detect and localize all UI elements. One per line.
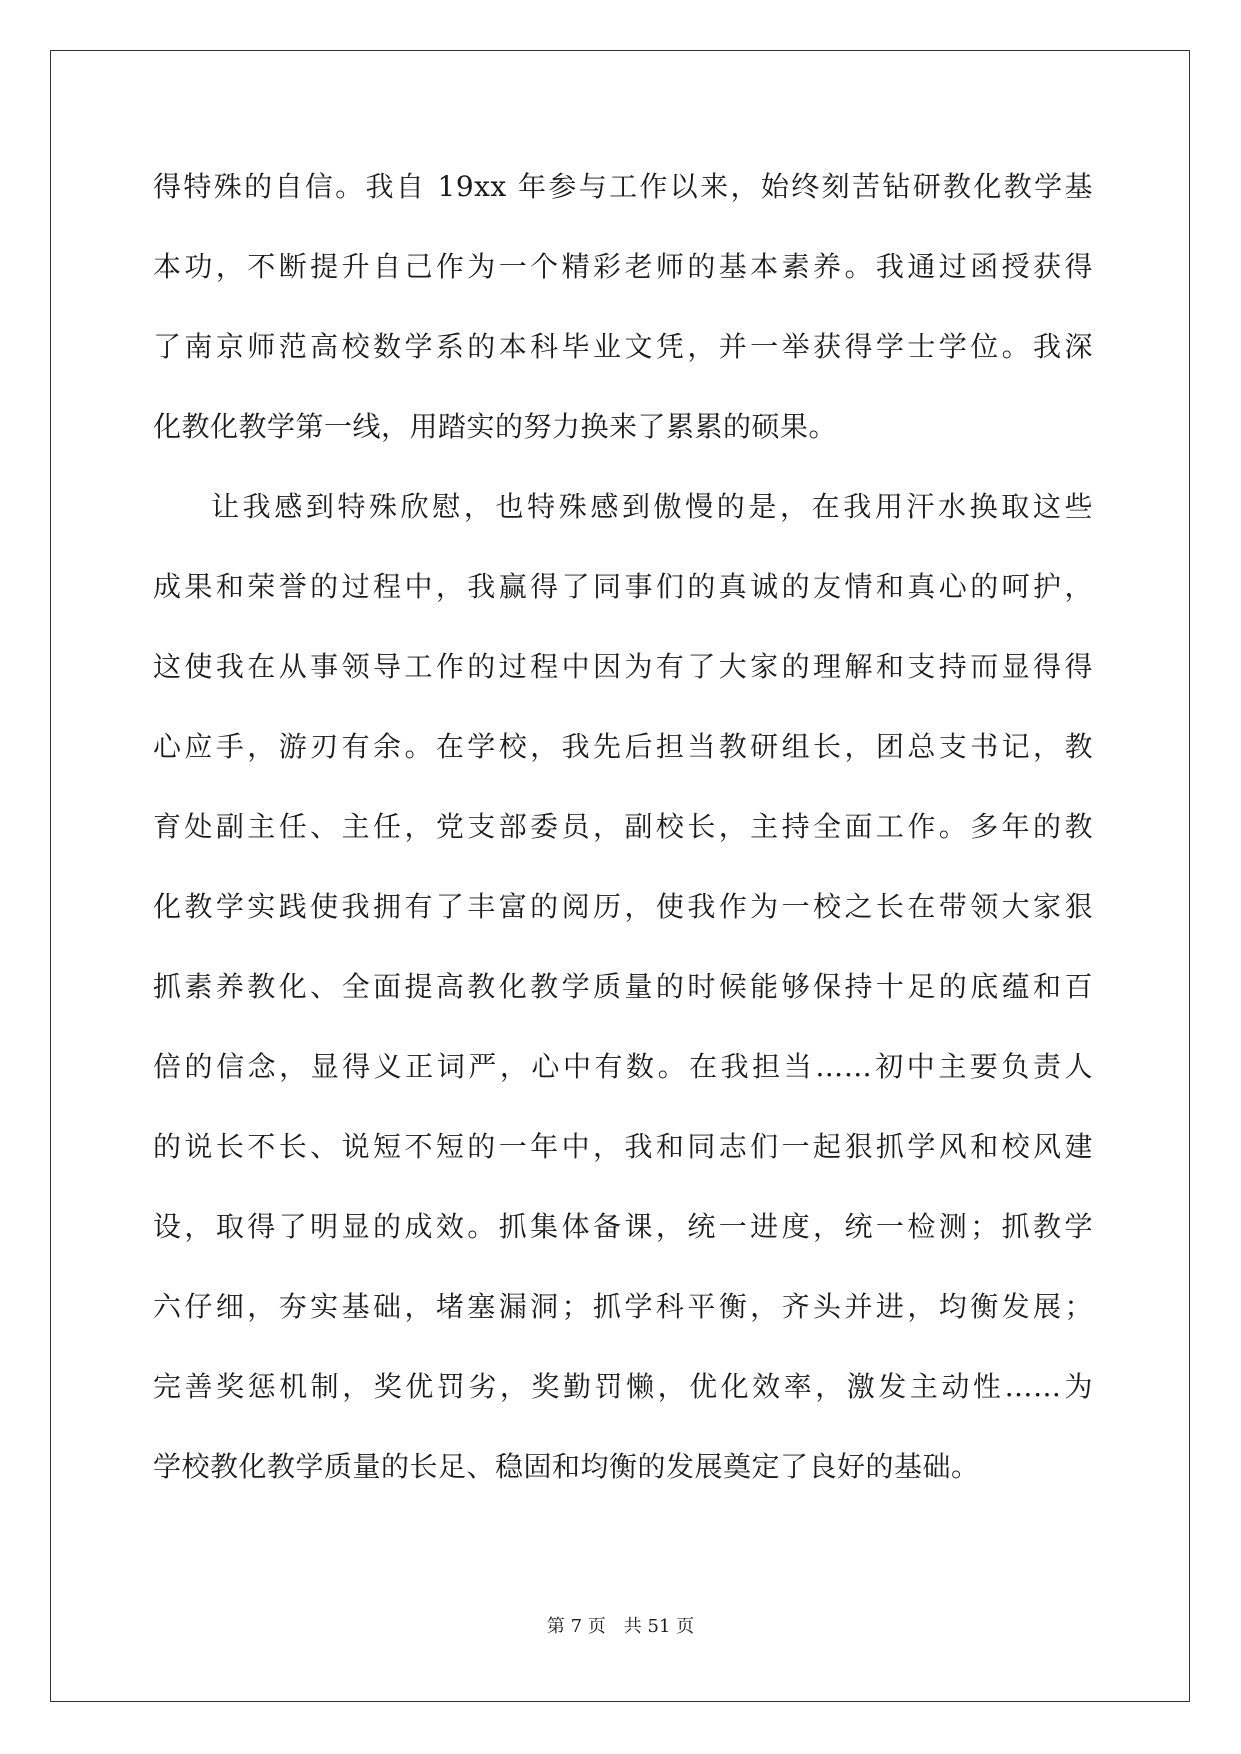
- text-line: 化教化教学第一线，用踏实的努力换来了累累的硕果。: [153, 410, 838, 443]
- text-line: 心应手，游刃有余。在学校，我先后担当教研组长，团总支书记，教: [153, 730, 1093, 763]
- text-line: 学校教化教学质量的长足、稳固和均衡的发展奠定了良好的基础。: [153, 1450, 980, 1483]
- text-line: 这使我在从事领导工作的过程中因为有了大家的理解和支持而显得得: [153, 650, 1093, 683]
- text-line: 设，取得了明显的成效。抓集体备课，统一进度，统一检测；抓教学: [153, 1210, 1093, 1243]
- text-line: 六仔细，夯实基础，堵塞漏洞；抓学科平衡，齐头并进，均衡发展；: [153, 1290, 1093, 1323]
- page-number: 第 7 页: [546, 1616, 606, 1637]
- text-line: 成果和荣誉的过程中，我赢得了同事们的真诚的友情和真心的呵护，: [153, 570, 1093, 603]
- page-total: 共 51 页: [623, 1616, 695, 1637]
- text-line: 抓素养教化、全面提高教化教学质量的时候能够保持十足的底蕴和百: [153, 970, 1093, 1003]
- text-line: 倍的信念，显得义正词严，心中有数。在我担当……初中主要负责人: [153, 1050, 1093, 1083]
- text-line: 化教学实践使我拥有了丰富的阅历，使我作为一校之长在带领大家狠: [153, 890, 1093, 923]
- text-line: 本功，不断提升自己作为一个精彩老师的基本素养。我通过函授获得: [153, 250, 1093, 283]
- text-line: 完善奖惩机制，奖优罚劣，奖勤罚懒，优化效率，激发主动性……为: [153, 1370, 1093, 1403]
- text-line: 得特殊的自信。我自 19xx 年参与工作以来，始终刻苦钻研教化教学基: [153, 170, 1093, 203]
- page-footer: [0, 1612, 1241, 1638]
- text-line: 了南京师范高校数学系的本科毕业文凭，并一举获得学士学位。我深: [153, 330, 1093, 363]
- text-line: 的说长不长、说短不短的一年中，我和同志们一起狠抓学风和校风建: [153, 1130, 1093, 1163]
- text-line: 育处副主任、主任，党支部委员，副校长，主持全面工作。多年的教: [153, 810, 1093, 843]
- document-body: [153, 160, 1093, 1520]
- text-line: 让我感到特殊欣慰，也特殊感到傲慢的是，在我用汗水换取这些: [211, 490, 1093, 523]
